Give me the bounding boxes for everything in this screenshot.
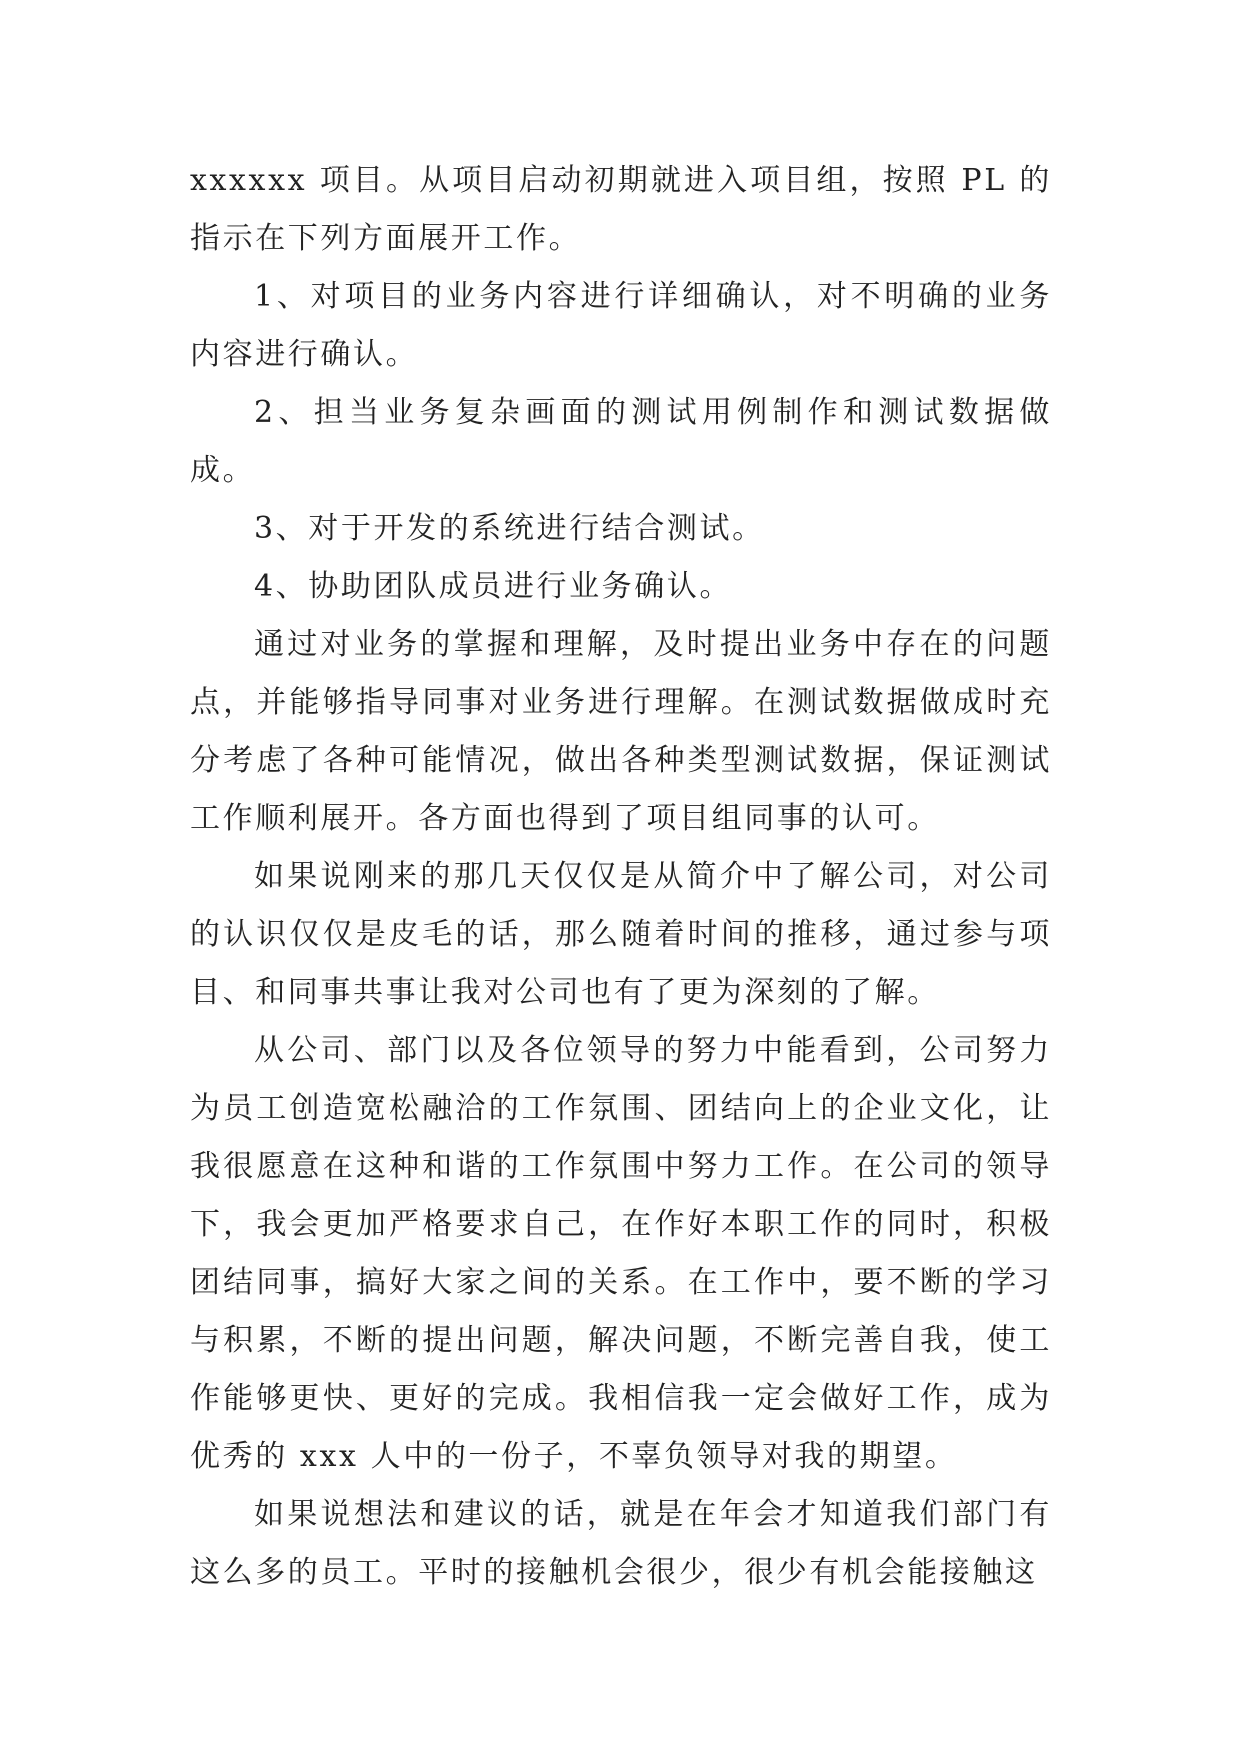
paragraph-project-intro: xxxxxx 项目。从项目启动初期就进入项目组，按照 PL 的指示在下列方面展开工作。 xyxy=(190,163,1052,256)
paragraph-item-4: 4、协助团队成员进行业务确认。 xyxy=(254,569,733,604)
paragraph-company-understanding: 如果说刚来的那几天仅仅是从简介中了解公司，对公司的认识仅仅是皮毛的话，那么随着时间的推移，通过参与项目、和同事共事让我对公司也有了更为深刻的了解。 xyxy=(190,859,1052,1010)
paragraph-suggestions: 如果说想法和建议的话，就是在年会才知道我们部门有这么多的员工。平时的接触机会很少，很少有机会能接触这 xyxy=(190,1497,1052,1590)
paragraph-item-3: 3、对于开发的系统进行结合测试。 xyxy=(254,511,765,546)
paragraph-business-understanding: 通过对业务的掌握和理解，及时提出业务中存在的问题点，并能够指导同事对业务进行理解。在测试数据做成时充分考虑了各种可能情况，做出各种类型测试数据，保证测试工作顺利展开。各方面也得到了项目组同事的认可。 xyxy=(190,627,1052,836)
paragraph-item-2: 2、担当业务复杂画面的测试用例制作和测试数据做成。 xyxy=(190,395,1052,488)
document-body xyxy=(190,152,1052,1602)
paragraph-item-1: 1、对项目的业务内容进行详细确认，对不明确的业务内容进行确认。 xyxy=(190,279,1052,372)
paragraph-company-culture: 从公司、部门以及各位领导的努力中能看到，公司努力为员工创造宽松融洽的工作氛围、团结向上的企业文化，让我很愿意在这种和谐的工作氛围中努力工作。在公司的领导下，我会更加严格要求自己，在作好本职工作的同时，积极团结同事，搞好大家之间的关系。在工作中，要不断的学习与积累，不断的提出问题，解决问题，不断完善自我，使工作能够更快、更好的完成。我相信我一定会做好工作，成为优秀的 xxx 人中的一份子，不辜负领导对我的期望。 xyxy=(190,1033,1052,1474)
